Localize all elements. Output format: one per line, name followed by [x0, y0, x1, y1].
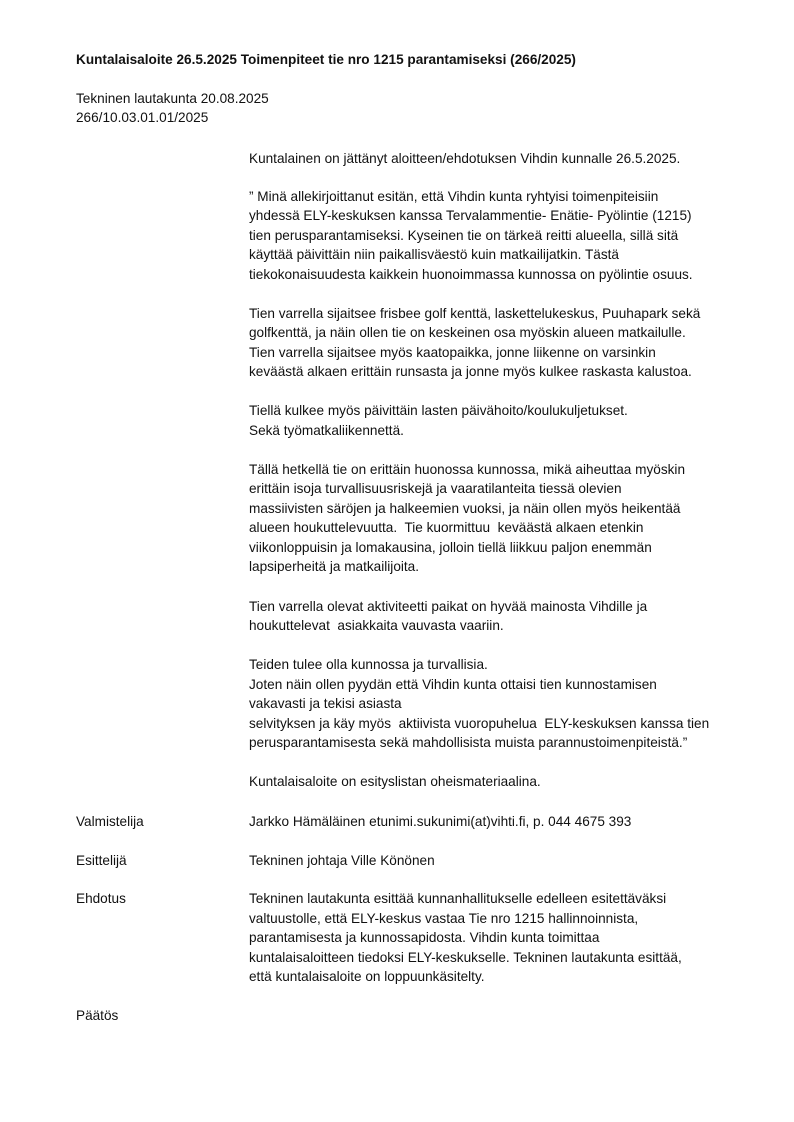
esittelija-text: Tekninen johtaja Ville Könönen	[249, 853, 435, 868]
case-number: 266/10.03.01.01/2025	[76, 110, 209, 125]
body-line: Tällä hetkellä tie on erittäin huonossa kunnossa, mikä aiheuttaa myöskin	[249, 462, 686, 477]
ehdotus-line: että kuntalaisaloite on loppuunkäsitelty.	[249, 969, 485, 984]
body-line: perusparantamisesta sekä mahdollisista muista parannustoimenpiteistä.”	[249, 735, 688, 750]
body-line: Teiden tulee olla kunnossa ja turvallisia.	[249, 657, 488, 672]
body-line: Tien varrella sijaitsee frisbee golf kenttä, laskettelukeskus, Puuhapark sekä	[249, 306, 701, 321]
body-line: vakavasti ja tekisi asiasta	[249, 696, 402, 711]
body-line: viikonloppuisin ja lomakausina, jolloin tiellä liikkuu paljon enemmän	[249, 540, 652, 555]
body-line: Joten näin ollen pyydän että Vihdin kunta ottaisi tien kunnostamisen	[249, 677, 657, 692]
body-line: Sekä työmatkaliikennettä.	[249, 423, 404, 438]
esittelija-label: Esittelijä	[76, 853, 127, 868]
valmistelija-text: Jarkko Hämäläinen etunimi.sukunimi(at)vihti.fi, p. 044 4675 393	[249, 814, 632, 829]
body-line: Kuntalaisaloite on esityslistan oheismateriaalina.	[249, 774, 541, 789]
ehdotus-line: kuntalaisaloitteen tiedoksi ELY-keskukselle. Tekninen lautakunta esittää,	[249, 950, 682, 965]
body-line: keväästä alkaen erittäin runsasta ja jonne myös kulkee raskasta kalustoa.	[249, 364, 692, 379]
body-line: käyttää päivittäin niin paikallisväestö kuin matkailijatkin. Tästä	[249, 247, 619, 262]
paatos-label: Päätös	[76, 1008, 119, 1023]
body-line: erittäin isoja turvallisuusriskejä ja vaaratilanteita tiessä olevien	[249, 481, 622, 496]
body-line: yhdessä ELY-keskuksen kanssa Tervalammentie- Enätie- Pyölintie (1215)	[249, 208, 692, 223]
body-line: selvityksen ja käy myös aktiivista vuoropuhelua ELY-keskuksen kanssa tien	[249, 716, 710, 731]
document-title: Kuntalaisaloite 26.5.2025 Toimenpiteet tie nro 1215 parantamiseksi (266/2025)	[76, 52, 576, 67]
valmistelija-label: Valmistelija	[76, 814, 144, 829]
body-line: houkuttelevat asiakkaita vauvasta vaariin.	[249, 618, 504, 633]
body-line: ” Minä allekirjoittanut esitän, että Vihdin kunta ryhtyisi toimenpiteisiin	[249, 189, 659, 204]
body-line: lapsiperheitä ja matkailijoita.	[249, 559, 420, 574]
body-line: Tien varrella olevat aktiviteetti paikat on hyvää mainosta Vihdille ja	[249, 599, 648, 614]
body-line: Tien varrella sijaitsee myös kaatopaikka, jonne liikenne on varsinkin	[249, 345, 656, 360]
ehdotus-line: valtuustolle, että ELY-keskus vastaa Tie nro 1215 hallinnoinnista,	[249, 911, 639, 926]
body-line: golfkenttä, ja näin ollen tie on keskeinen osa myöskin alueen matkailulle.	[249, 325, 686, 340]
body-line: tiekokonaisuudesta kaikkein huonoimmassa kunnossa on pyölintie osuus.	[249, 267, 693, 282]
ehdotus-line: parantamisesta ja kunnossapidosta. Vihdin kunta toimittaa	[249, 930, 600, 945]
meeting-info: Tekninen lautakunta 20.08.2025	[76, 91, 269, 106]
body-line: Kuntalainen on jättänyt aloitteen/ehdotuksen Vihdin kunnalle 26.5.2025.	[249, 151, 681, 166]
body-line: tien perusparantamiseksi. Kyseinen tie on tärkeä reitti alueella, sillä sitä	[249, 228, 679, 243]
body-line: massiivisten säröjen ja halkeemien vuoksi, ja näin ollen myös heikentää	[249, 501, 681, 516]
body-line: alueen houkuttelevuutta. Tie kuormittuu keväästä alkaen etenkin	[249, 520, 644, 535]
ehdotus-line: Tekninen lautakunta esittää kunnanhallitukselle edelleen esitettäväksi	[249, 891, 667, 906]
ehdotus-label: Ehdotus	[76, 891, 126, 906]
body-line: Tiellä kulkee myös päivittäin lasten päivähoito/koulukuljetukset.	[249, 403, 628, 418]
